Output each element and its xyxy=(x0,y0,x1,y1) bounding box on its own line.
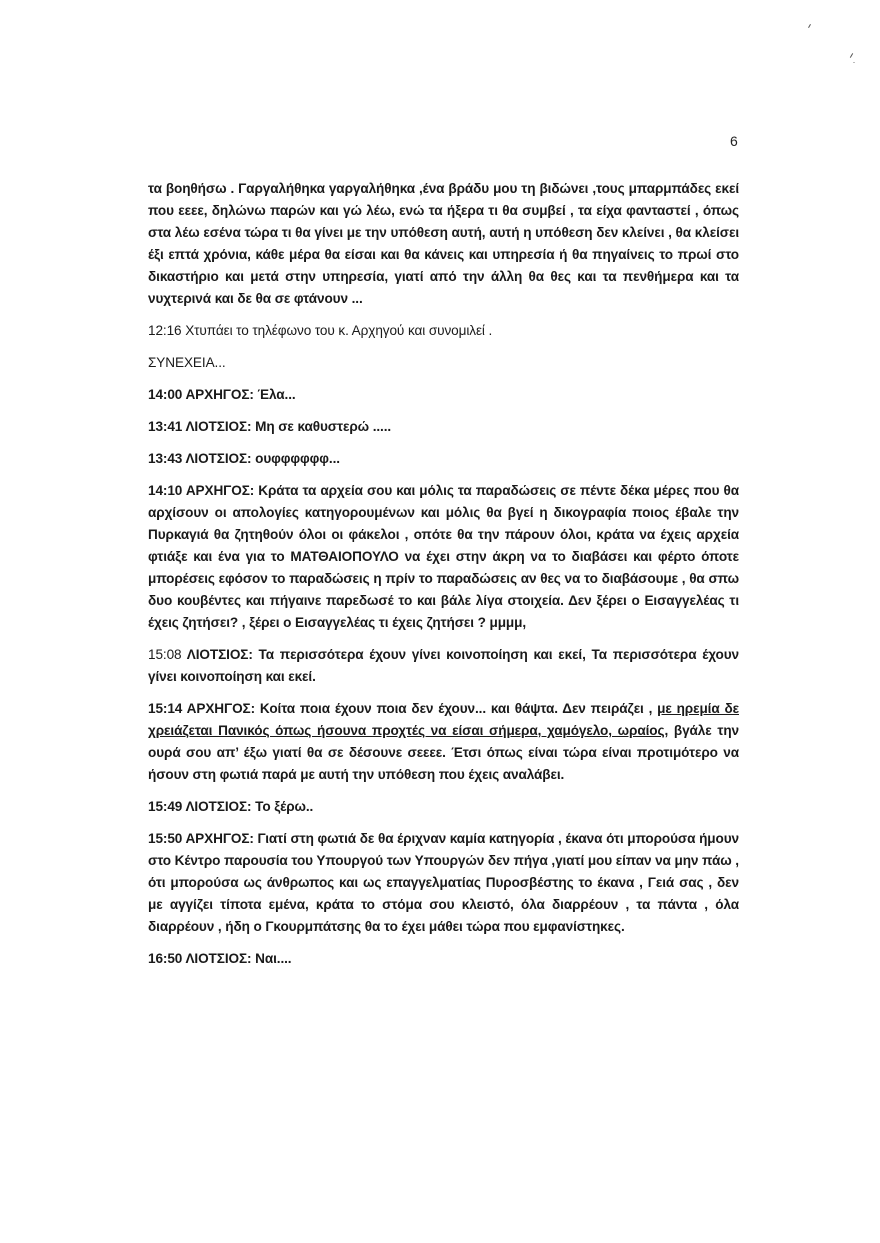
page-number: 6 xyxy=(730,133,738,149)
paragraph-dialogue-1550: 15:50 ΑΡΧΗΓΟΣ: Γιατί στη φωτιά δε θα έριχναν καμία κατηγορία , έκανα ότι μπορούσα ήμουν στο Κέντρο παρουσία του Υπουργού των Υπουργών δεν πήγα ,γιατί μου είπαν να μην πάω , ότι μπορούσα ως άνθρωπος και ως επαγγελματίας Πυροσβέστης το έκανα , Γειά σας , δεν με αγγίζει τίποτα εμένα, κράτα το στόμα σου κλειστό, όλα διαρρέουν , τα πάντα , όλα διαρρέουν , ήδη ο Γκουρμπάτσης θα το έχει μάθει τώρα που εμφανίστηκες. xyxy=(148,831,739,934)
timestamp: 15:08 xyxy=(148,647,182,662)
underlined-passage: με ηρεμία δε χρειάζεται Πανικός όπως ήσουνα προχτές να είσαι σήμερα, χαμόγελο, ωραίος xyxy=(148,701,739,738)
dialogue-text: ΛΙΟΤΣΙΟΣ: Τα περισσότερα έχουν γίνει κοινοποίηση και εκεί, Τα περισσότερα έχουν γίνει κοινοποίηση και εκεί. xyxy=(148,647,739,684)
paragraph-dialogue-1410: 14:10 ΑΡΧΗΓΟΣ: Κράτα τα αρχεία σου και μόλις τα παραδώσεις σε πέντε δέκα μέρες που θα αρχίσουν οι απολογίες κατηγορουμένων και μόλις θα βγεί η δικογραφία ποιος έβαλε την Πυρκαγιά θα ζητηθούν όλοι οι φάκελοι , οπότε θα την πάρουν όλοι, κράτα να έχεις αρχεία φτιάξε και ένα για το ΜΑΤΘΑΙΟΠΟΥΛΟ να έχει στην άκρη να το διαβάσει και φέρτο όποτε μπορέσεις εφόσον το παραδώσεις η πρίν το παραδώσεις αν θες να το διαβάσουμε , θα σπω δυο κουβέντες και πήγαινε παρεδωσέ το και βάλε λίγα στοιχεία. Δεν ξέρει ο Εισαγγελέας τι έχεις ζητήσει? , ξέρει ο Εισαγγελέας τι έχεις ζητήσει ? μμμμ, xyxy=(148,483,739,630)
paragraph-phone-call-note: 12:16 Χτυπάει το τηλέφωνο του κ. Αρχηγού και συνομιλεί . xyxy=(148,323,493,338)
paragraph-dialogue-1343: 13:43 ΛΙΟΤΣΙΟΣ: ουφφφφφφ... xyxy=(148,451,340,466)
paragraph-dialogue-1341: 13:41 ΛΙΟΤΣΙΟΣ: Μη σε καθυστερώ ..... xyxy=(148,419,392,434)
scan-speck xyxy=(853,62,855,63)
scan-speck xyxy=(850,53,853,58)
paragraph-continued-heading: ΣΥΝΕΧΕΙΑ... xyxy=(148,355,226,370)
paragraph-dialogue-1508 xyxy=(148,644,739,688)
paragraph-dialogue-1549: 15:49 ΛΙΟΤΣΙΟΣ: Το ξέρω.. xyxy=(148,799,314,814)
paragraph-dialogue-1400: 14:00 ΑΡΧΗΓΟΣ: Έλα... xyxy=(148,387,296,402)
dialogue-text-before: 15:14 ΑΡΧΗΓΟΣ: Κοίτα ποια έχουν ποια δεν έχουν... και θάψτα. Δεν πειράζει , xyxy=(148,701,658,716)
scan-speck xyxy=(808,24,811,28)
paragraph-dialogue-1650: 16:50 ΛΙΟΤΣΙΟΣ: Ναι.... xyxy=(148,951,292,966)
dialogue-text-after: , βγάλε την ουρά σου απ’ έξω γιατί θα σε δέσουνε σεεεε. Έτσι όπως είναι τώρα είναι προτιμότερο να ήσουν στη φωτιά παρά με αυτή την υπόθεση που έχεις αναλάβει. xyxy=(148,723,739,782)
paragraph-continuation: τα βοηθήσω . Γαργαλήθηκα γαργαλήθηκα ,ένα βράδυ μου τη βιδώνει ,τους μπαρμπάδες εκεί που εεεε, δηλώνω παρών και γώ λέω, ενώ τα ήξερα τι θα συμβεί , τα είχα φανταστεί , όπως στα λέω εσένα τώρα τι θα γίνει με την υπόθεση αυτή, αυτή η υπόθεση δεν κλείνει , θα κλείσει έξι επτά χρόνια, κάθε μέρα θα είσαι και θα κάνεις και υπηρεσία ή θα πηγαίνεις το πρωί στο δικαστήριο και μετά στην υπηρεσία, γιατί από την άλλη θα θες και τα πενθήμερα και τα νυχτερινά και δε θα σε φτάνουν ... xyxy=(148,181,739,306)
transcript-body xyxy=(148,178,739,970)
paragraph-dialogue-1514 xyxy=(148,698,739,786)
